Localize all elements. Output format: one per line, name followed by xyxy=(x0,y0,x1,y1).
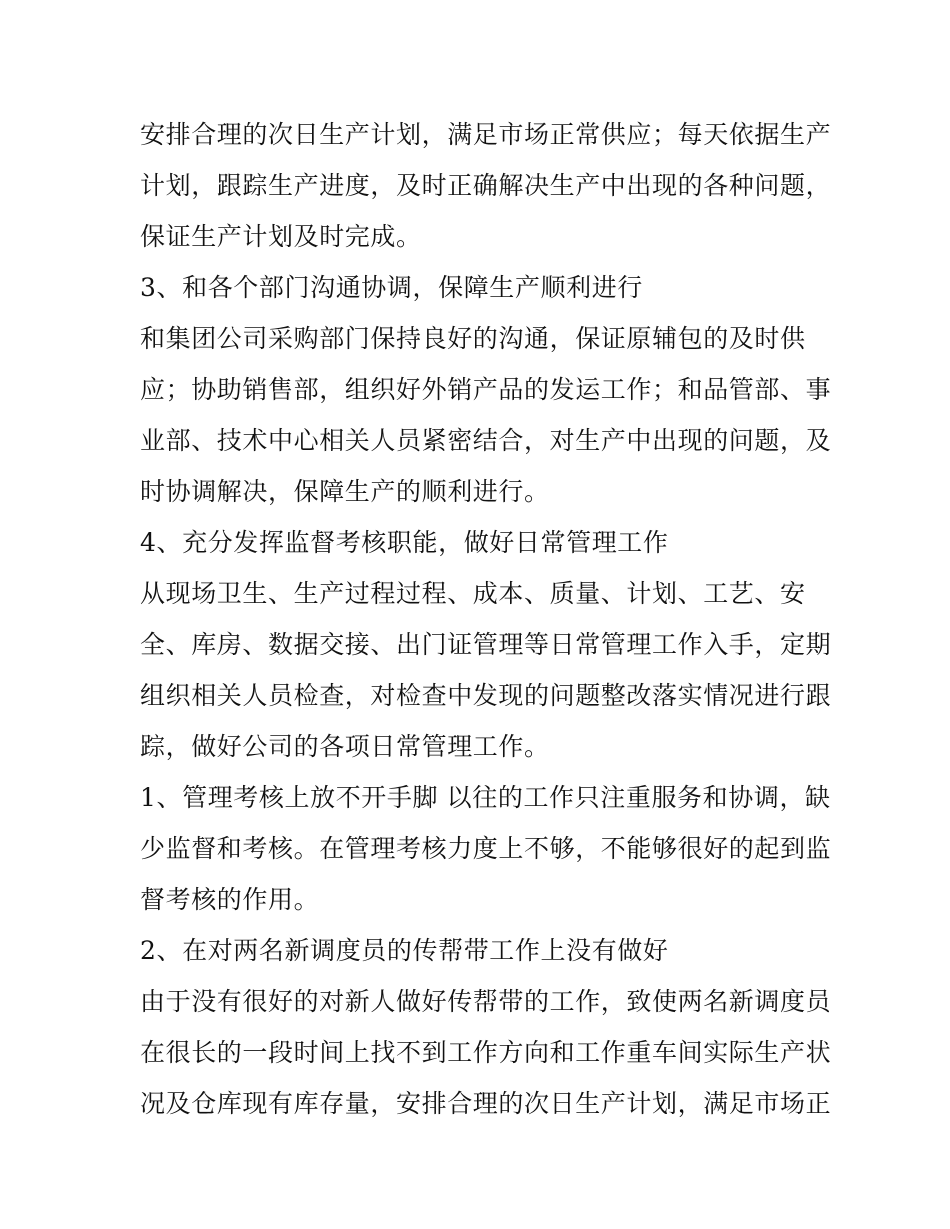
document-body xyxy=(140,109,832,1129)
text-line: 少监督和考核。在管理考核力度上不够，不能够很好的起到监 xyxy=(140,834,832,863)
text-line: 时协调解决，保障生产的顺利进行。 xyxy=(140,477,550,506)
text-line: 督考核的作用。 xyxy=(140,885,320,914)
text-line: 计划，跟踪生产进度，及时正确解决生产中出现的各种问题， xyxy=(140,171,832,200)
text-line: 从现场卫生、生产过程过程、成本、质量、计划、工艺、安 xyxy=(140,579,806,608)
text-line: 在很长的一段时间上找不到工作方向和工作重车间实际生产状 xyxy=(140,1038,832,1067)
text-line: 踪，做好公司的各项日常管理工作。 xyxy=(140,732,550,761)
section-heading: 2、在对两名新调度员的传帮带工作上没有做好 xyxy=(140,936,669,965)
text-line: 由于没有很好的对新人做好传帮带的工作，致使两名新调度员 xyxy=(140,987,832,1016)
text-line: 保证生产计划及时完成。 xyxy=(140,222,422,251)
text-line: 业部、技术中心相关人员紧密结合，对生产中出现的问题，及 xyxy=(140,426,832,455)
section-heading: 4、充分发挥监督考核职能，做好日常管理工作 xyxy=(140,528,669,557)
text-line: 安排合理的次日生产计划，满足市场正常供应；每天依据生产 xyxy=(140,120,832,149)
text-line: 和集团公司采购部门保持良好的沟通，保证原辅包的及时供 xyxy=(140,324,806,353)
text-line: 应；协助销售部，组织好外销产品的发运工作；和品管部、事 xyxy=(140,375,832,404)
section-heading: 1、管理考核上放不开手脚 以往的工作只注重服务和协调，缺 xyxy=(140,783,831,812)
text-line: 况及仓库现有库存量，安排合理的次日生产计划，满足市场正 xyxy=(140,1089,832,1118)
text-line: 全、库房、数据交接、出门证管理等日常管理工作入手，定期 xyxy=(140,630,832,659)
section-heading: 3、和各个部门沟通协调，保障生产顺利进行 xyxy=(140,273,643,302)
text-line: 组织相关人员检查，对检查中发现的问题整改落实情况进行跟 xyxy=(140,681,832,710)
